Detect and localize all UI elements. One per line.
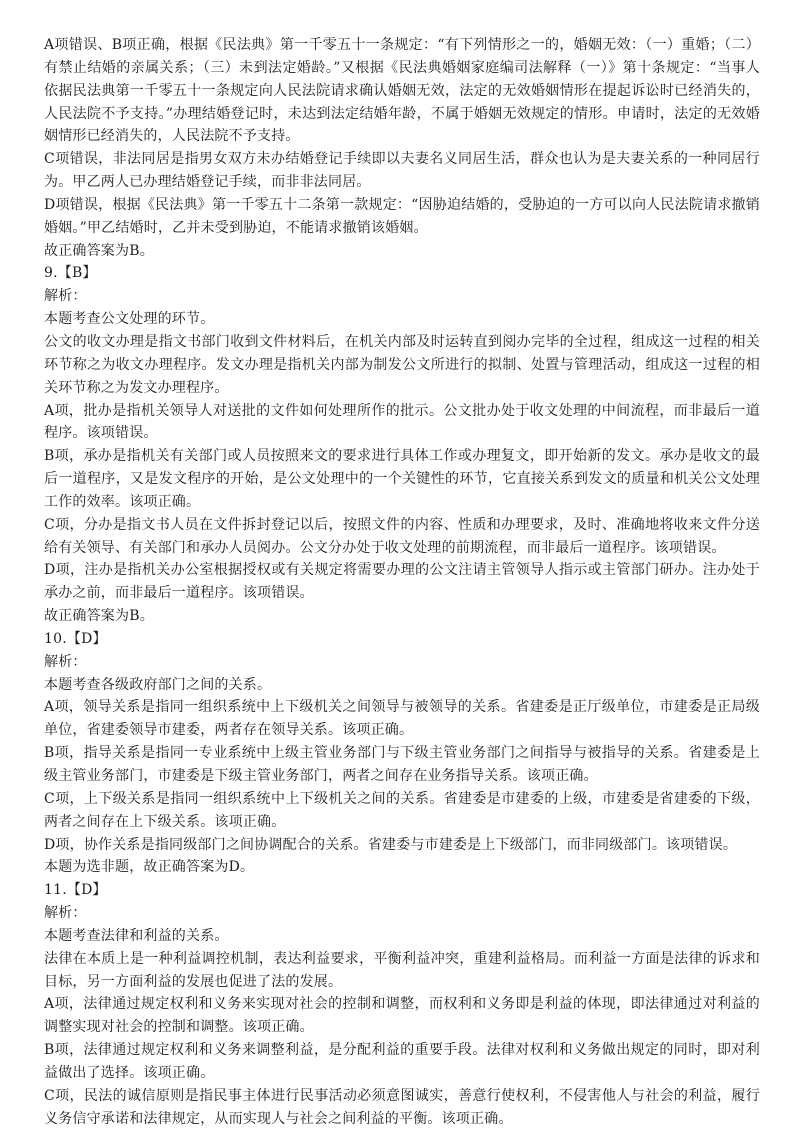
paragraph: B项，法律通过规定权利和义务来调整利益，是分配利益的重要手段。法律对权利和义务做出规定的同时，即对利益做出了选择。该项正确。	[44, 1042, 760, 1081]
paragraph: C项错误，非法同居是指男女双方未办结婚登记手续即以夫妻名义同居生活，群众也认为是夫妻关系的一种同居行为。甲乙两人已办理结婚登记手续，而非非法同居。	[44, 151, 760, 191]
paragraph: D项错误，根据《民法典》第一千零五十二条第一款规定：“因胁迫结婚的，受胁迫的一方可以向人民法院请求撤销婚姻。”甲乙结婚时，乙并未受到胁迫，不能请求撤销该婚姻。	[44, 196, 760, 236]
paragraph: 本题考查各级政府部门之间的关系。	[44, 676, 272, 693]
paragraph: C项，民法的诚信原则是指民事主体进行民事活动必须意图诚实，善意行使权利，不侵害他人与社会的利益，履行义务信守承诺和法律规定，从而实现人与社会之间利益的平衡。该项正确。	[44, 1087, 760, 1127]
paragraph: B项，承办是指机关有关部门或人员按照来文的要求进行具体工作或办理复文，即开始新的发文。承办是收文的最后一道程序，又是发文程序的开始，是公文处理中的一个关键性的环节，它直接关系到发文的质量和机关公文处理工作的效率。该项正确。	[44, 448, 760, 510]
paragraph: 公文的收文办理是指文书部门收到文件材料后，在机关内部及时运转直到阅办完毕的全过程，组成这一过程的相关环节称之为收文办理程序。发文办理是指机关内部为制发公文所进行的拟制、处置与管理活动，组成这一过程的相关环节称之为发文办理程序。	[44, 333, 760, 396]
paragraph: 故正确答案为B。	[44, 608, 154, 625]
paragraph: 本题为选非题，故正确答案为D。	[44, 859, 255, 876]
paragraph: C项，上下级关系是指同一组织系统中上下级机关之间的关系。省建委是市建委的上级，市建委是省建委的下级，两者之间存在上下级关系。该项正确。	[44, 790, 760, 830]
paragraph: A项，法律通过规定权利和义务来实现对社会的控制和调整，而权利和义务即是利益的体现，即法律通过对利益的调整实现对社会的控制和调整。该项正确。	[44, 996, 760, 1036]
paragraph: 故正确答案为B。	[44, 242, 154, 259]
paragraph: 解析：	[44, 905, 87, 922]
paragraph: 解析：	[44, 653, 87, 670]
question-number: 11.【D】	[44, 882, 107, 899]
document-body	[44, 34, 760, 1131]
paragraph: 解析：	[44, 288, 87, 305]
paragraph: 本题考查公文处理的环节。	[44, 311, 215, 328]
question-number: 10.【D】	[44, 630, 107, 647]
paragraph: A项，领导关系是指同一组织系统中上下级机关之间领导与被领导的关系。省建委是正厅级单位，市建委是正局级单位，省建委领导市建委，两者存在领导关系。该项正确。	[44, 699, 760, 739]
question-number: 9.【B】	[44, 265, 97, 282]
paragraph: A项错误、B项正确，根据《民法典》第一千零五十一条规定：“有下列情形之一的，婚姻无效：（一）重婚；（二）有禁止结婚的亲属关系；（三）未到法定婚龄。”又根据《民法典婚姻家庭编司法解释（一）》第十条规定：“当事人依据民法典第一千零五十一条规定向人民法院请求确认婚姻无效，法定的无效婚姻情形在提起诉讼时已经消失的，人民法院不予支持。”办理结婚登记时，未达到法定结婚年龄，不属于婚姻无效规定的情形。申请时，法定的无效婚姻情形已经消失的，人民法院不予支持。	[44, 37, 760, 145]
paragraph: B项，指导关系是指同一专业系统中上级主管业务部门与下级主管业务部门之间指导与被指导的关系。省建委是上级主管业务部门，市建委是下级主管业务部门，两者之间存在业务指导关系。该项正确。	[44, 745, 760, 784]
paragraph: D项，注办是指机关办公室根据授权或有关规定将需要办理的公文注请主管领导人指示或主管部门研办。注办处于承办之前，而非最后一道程序。该项错误。	[44, 562, 760, 602]
paragraph: A项，批办是指机关领导人对送批的文件如何处理所作的批示。公文批办处于收文处理的中间流程，而非最后一道程序。该项错误。	[44, 402, 760, 442]
paragraph: 法律在本质上是一种利益调控机制，表达利益要求，平衡利益冲突，重建利益格局。而利益一方面是法律的诉求和目标，另一方面利益的发展也促进了法的发展。	[44, 950, 760, 990]
paragraph: C项，分办是指文书人员在文件拆封登记以后，按照文件的内容、性质和办理要求，及时、准确地将收来文件分送给有关领导、有关部门和承办人员阅办。公文分办处于收文处理的前期流程，而非最后一道程序。该项错误。	[44, 516, 760, 556]
paragraph: D项，协作关系是指同级部门之间协调配合的关系。省建委与市建委是上下级部门，而非同级部门。该项错误。	[44, 836, 738, 853]
paragraph: 本题考查法律和利益的关系。	[44, 927, 229, 944]
